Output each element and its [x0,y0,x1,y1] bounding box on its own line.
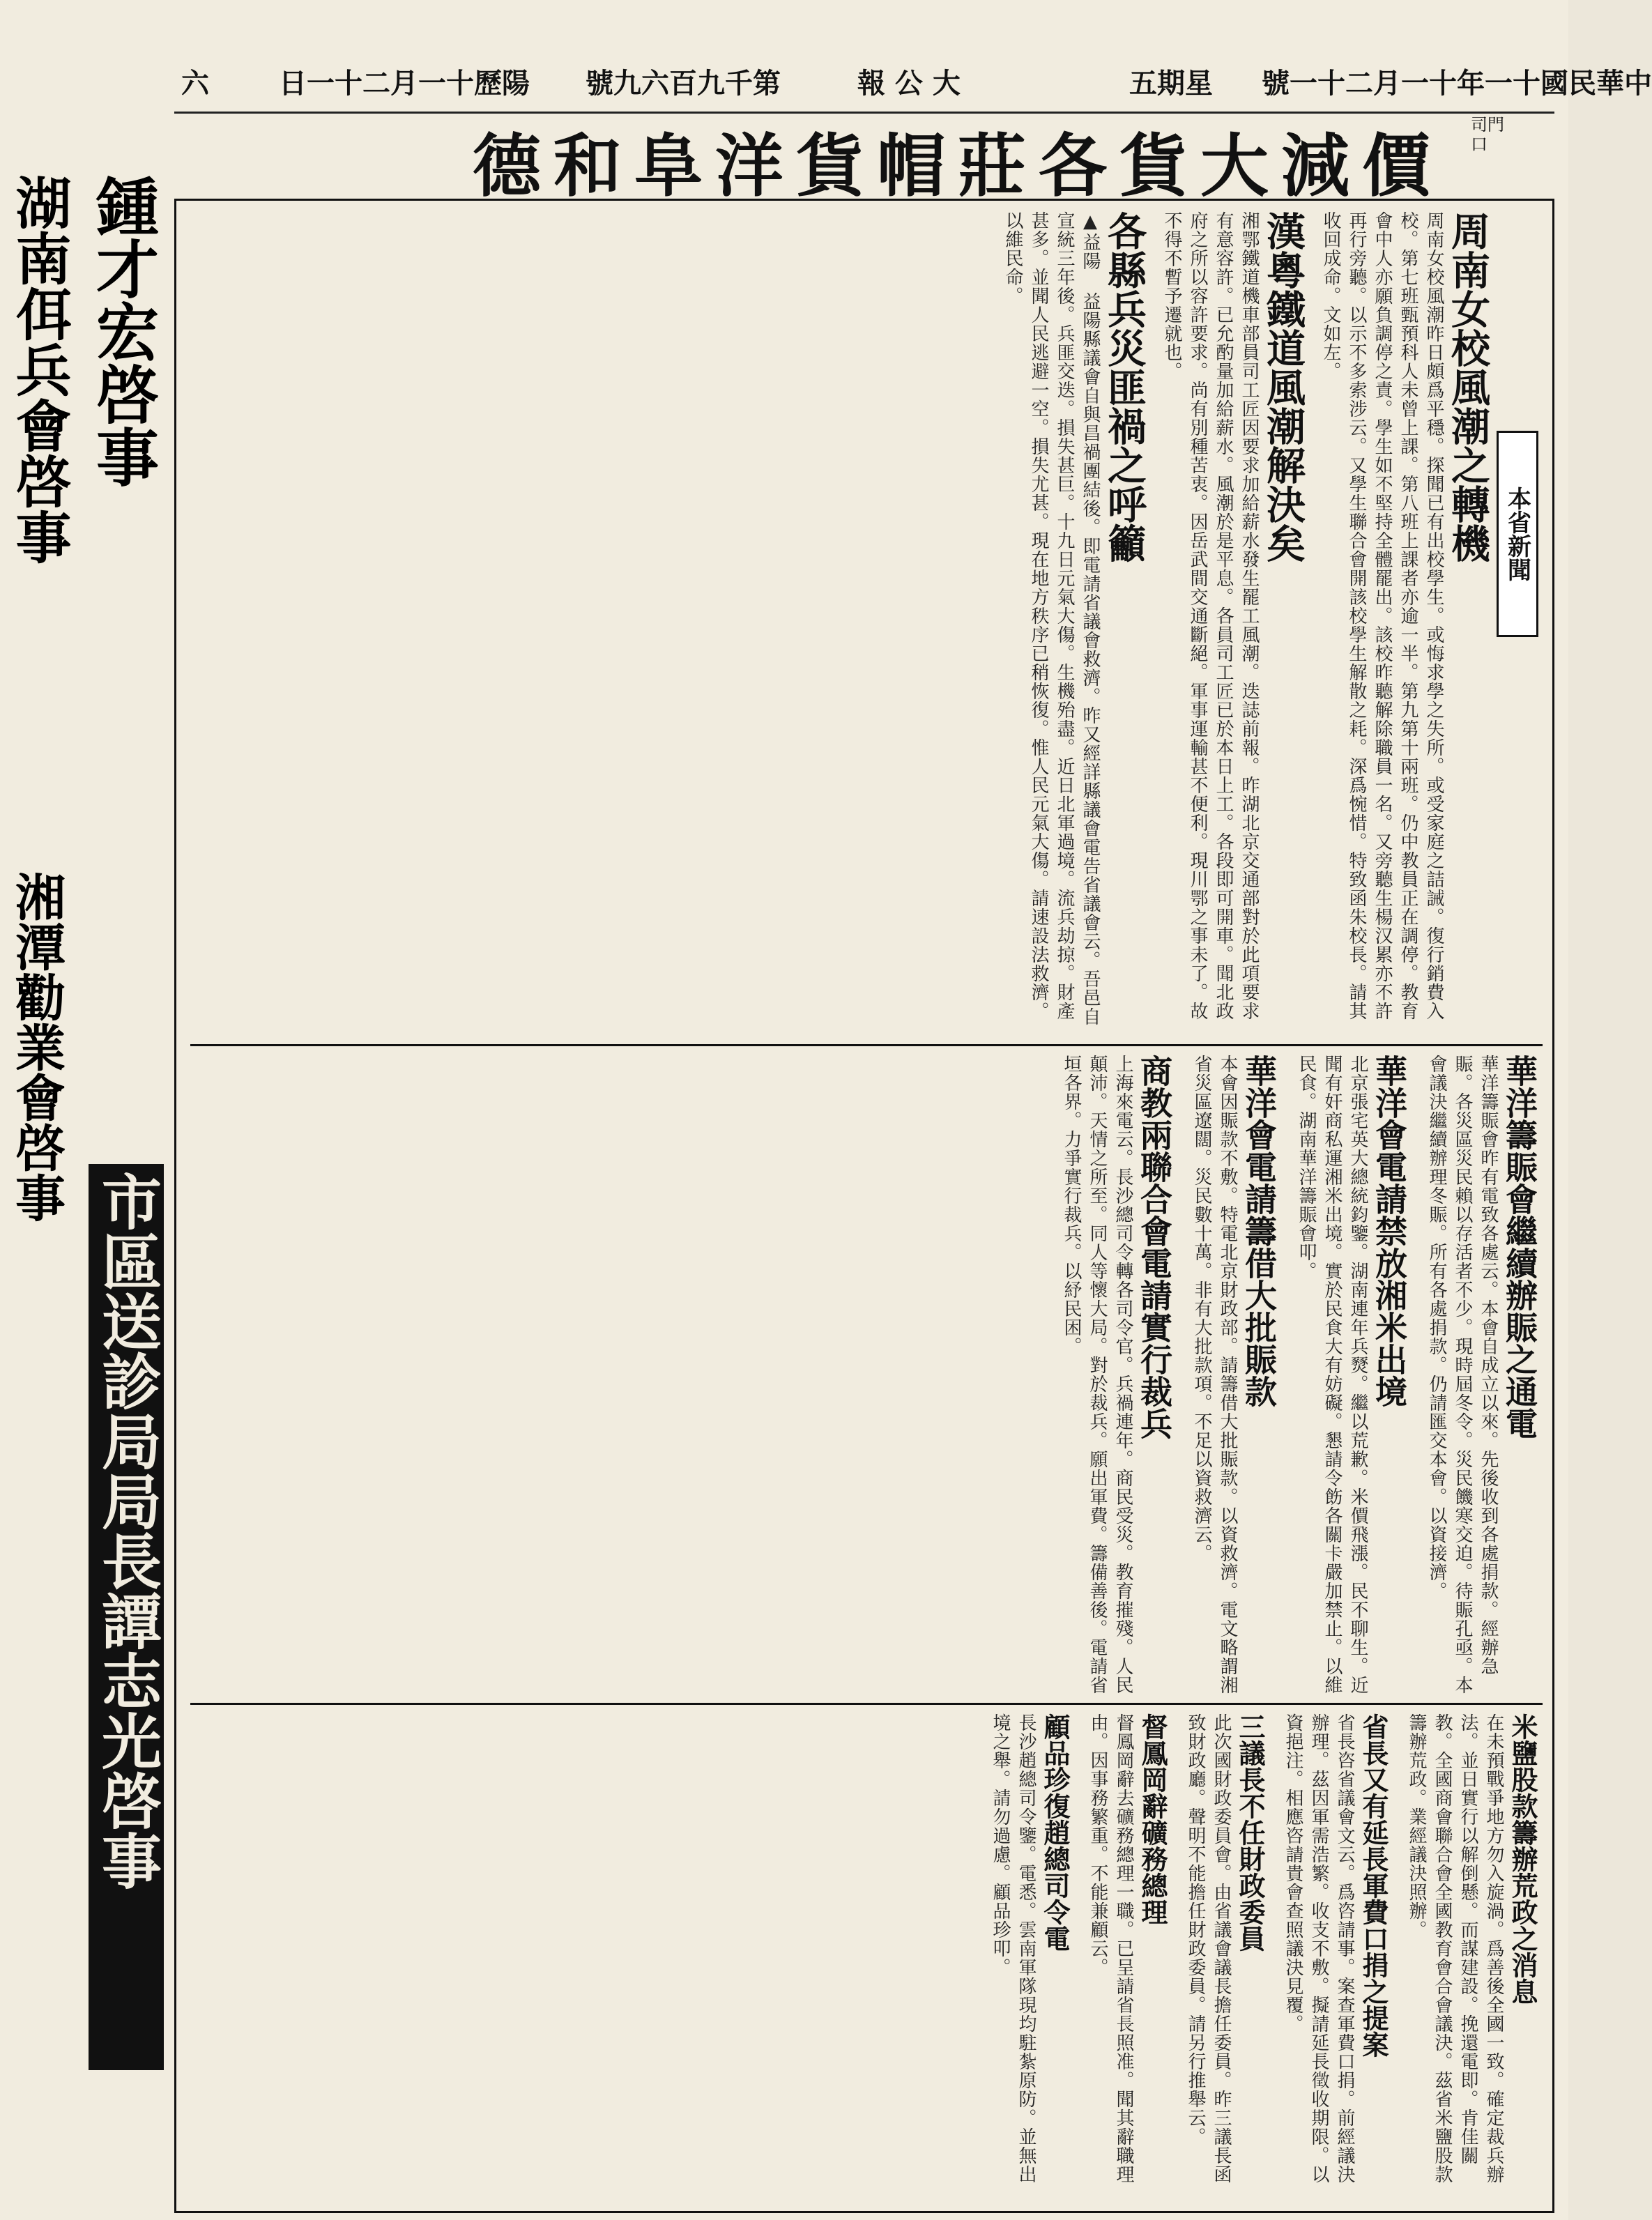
article-body: 督鳳岡辭去礦務總理一職。已呈請省長照准。聞其辭職理由。因事務繁重。不能兼顧云。 [1087,1713,1134,2184]
republic-date: 號一十二月一十年一十國民華中 [1262,67,1652,100]
article [1188,1055,1278,1696]
upper-news-block [339,211,1490,1034]
masthead [174,49,1652,114]
article [1317,211,1490,1034]
article-body: 湘鄂鐵道機車部員司工匠因要求加給薪水發生罷工風潮。迭誌前報。昨湖北京交通部對於此項要求有意容許。已允酌量加給薪水。風潮於是平息。各員司工匠已於本日上工。各段即可開車。聞北政府之所以容許要求。尚有別種苦衷。因岳武間交通斷絕。軍事運輸甚不便利。現川鄂之事未了。故不得不暫予遷就也。 [1161,211,1260,1020]
lower-news-block [186,1713,1538,2194]
issue-number: 號九六百九千第 [586,67,781,100]
article-body: 在未預戰爭地方勿入旋渦。爲善後全國一致。確定裁兵辦法。並日實行以解倒懸。而謀建設。挽還電即。肯佳關教。全國商會聯合會全國教育會合會議決。茲省米鹽股款籌辦荒政。業經議決照辦。 [1406,1713,1504,2184]
ad-location: 司門口 [1471,115,1504,154]
article-headline: 顧品珍復趙總司令電 [1039,1713,1071,1952]
article-body: 本會因賑款不敷。特電北京財政部。請籌借大批賑款。以資救濟。電文略謂湘省災區遼闊。災民數十萬。非有大批款項。不足以資救濟云。 [1191,1055,1238,1694]
article-headline: 商教兩聯合會電請實行裁兵 [1135,1055,1173,1439]
notice-title: 湖南佴兵會啓事 [6,174,72,565]
notice-title: 湘潭勸業會啓事 [7,871,66,1223]
article-headline: 周南女校風潮之轉機 [1445,211,1491,562]
article [1293,1055,1408,1696]
notice-title: 市區送診局局長譚志光啓事 [89,1164,164,2070]
divider [190,1703,1543,1705]
left-notice-column [0,174,171,2220]
article-body: 上海來電云。長沙總司令轉各司令官。兵禍連年。商民受災。教育摧殘。人民顛沛。天情之所至。同人等懷大局。對於裁兵。願出軍費。籌備善後。電請省垣各界。力爭實行裁兵。以紓民困。 [1061,1055,1133,1694]
article-headline: 華洋會電請籌借大批賑款 [1240,1055,1278,1407]
article [1182,1713,1266,2194]
news-frame [174,199,1554,2213]
article-headline: 省長又有延長軍費口捐之提案 [1358,1713,1389,2058]
article-body: 長沙趙總司令鑒。電悉。雲南軍隊現均駐紮原防。並無出境之舉。請勿過慮。顧品珍叩。 [990,1713,1037,2184]
article [1280,1713,1389,2194]
article-headline: 各縣兵災匪禍之呼籲 [1101,211,1147,562]
article-body: 華洋籌賑會昨有電致各處云。本會自成立以來。先後收到各處捐款。經辦急賑。各災區災民賴以存活者不少。現時屆冬令。災民饑寒交迫。待賑孔亟。本會議決繼續辦理冬賑。所有各處捐款。仍請匯交本會。以資接濟。 [1426,1055,1499,1694]
western-date: 日一十二月一十歷陽 [279,67,530,100]
article-body: 省長咨省議會文云。爲咨請事。案查軍費口捐。前經議決辦理。茲因軍需浩繁。收支不敷。擬請延長徵收期限。以資挹注。相應咨請貴會查照議決見覆。 [1283,1713,1355,2184]
article-body: 此次國財政委員會。由省議會議長擔任委員。昨三議長函致財政廳。聲明不能擔任財政委員。請另行推舉云。 [1185,1713,1232,2184]
paper-name: 報 公 大 [857,67,961,100]
notice-title: 鍾才宏啓事 [85,174,159,488]
article [1085,1713,1168,2194]
article [987,1713,1071,2194]
article-body: 周南女校風潮昨日頗爲平穩。探聞已有出校學生。或悔求學之失所。或受家庭之詰誡。復行銷費入校。第七班甄預科人未曾上課。第八班上課者亦逾一半。第九第十兩班。仍中教員正在調停。教育會中人亦願負調停之責。學生如不堅持全體罷出。該校昨聽解除職員一名。又旁聽生楊汉累亦不許再行旁聽。以示不多索涉云。又學生聯合會開該校學生解散之耗。深爲惋惜。特致函朱校長。請其收回成命。文如左。 [1320,211,1444,1020]
middle-news-block [186,1055,1538,1696]
article-headline: 華洋籌賑會繼續辦賑之通電 [1501,1055,1538,1439]
article [1403,1713,1538,2194]
article-body: ▲益陽 益陽縣議會自與昌禍團結後。即電請省議會救濟。昨又經詳縣議會電告省議會云。吾邑自宣統三年後。兵匪交迭。損失甚巨。十九日元氣大傷。生機殆盡。近日北軍過境。流兵劫掠。財產甚多。並聞人民逃避一空。損失尤甚。現在地方秩序已稍恢復。惟人民元氣大傷。請速設法救濟。以維民命。 [1002,211,1101,1026]
article [1000,211,1146,1034]
article [1158,211,1305,1034]
article [1423,1055,1538,1696]
divider [190,1044,1543,1046]
article-headline: 米鹽股款籌辦荒政之消息 [1507,1713,1538,2005]
article-body: 北京張宅英大總統鈞鑒。湖南連年兵燹。繼以荒歉。米價飛漲。民不聊生。近聞有奸商私運湘米出境。實於民食大有妨礙。懇請令飭各關卡嚴加禁止。以維民食。湖南華洋籌賑會叩。 [1296,1055,1368,1694]
ad-title: 德和阜洋貨帽莊各貨大減價 [472,126,1443,206]
page-number: 六 [181,67,209,100]
section-label: 本省新聞 [1497,431,1538,637]
article-headline: 華洋會電請禁放湘米出境 [1370,1055,1408,1407]
article-headline: 督鳳岡辭礦務總理 [1137,1713,1168,1925]
article [1058,1055,1173,1696]
article-headline: 三議長不任財政委員 [1234,1713,1266,1952]
weekday: 五期星 [1129,67,1213,100]
banner-advertisement [174,112,1520,206]
article-headline: 漢粵鐵道風潮解決矣 [1260,211,1306,562]
